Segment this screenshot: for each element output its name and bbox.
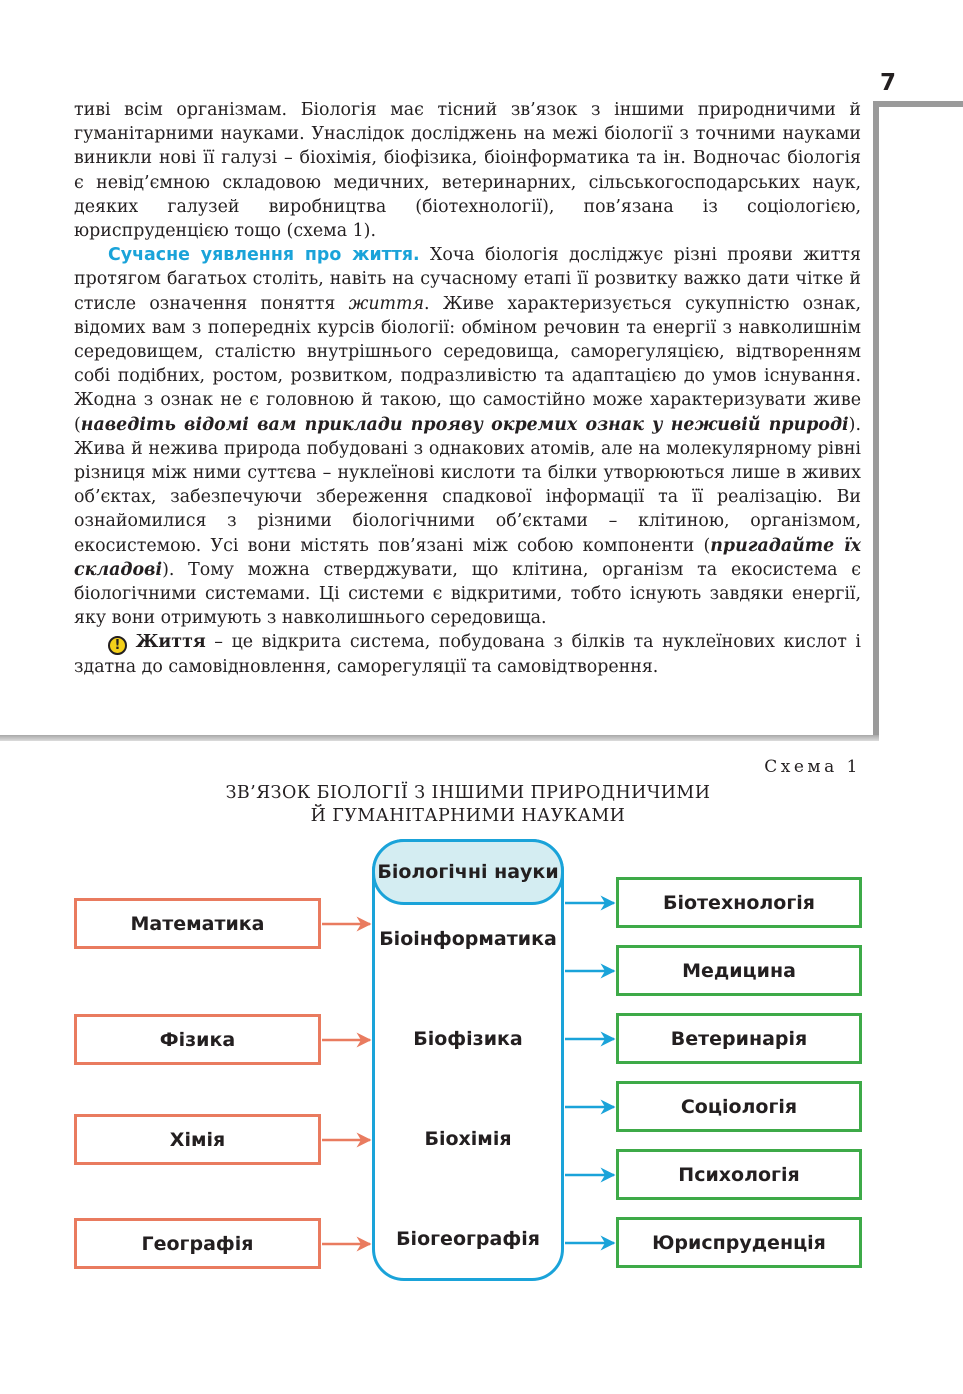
biological-sciences-container — [372, 839, 564, 1281]
center-item-bioinformatics: Біоінформатика — [379, 928, 557, 950]
scheme-title-line-2: Й ГУМАНІТАРНИМИ НАУКАМИ — [310, 806, 626, 826]
target-box-veterinary: Ветеринарія — [616, 1013, 862, 1064]
definition-text: – це відкрита система, побудована з білків та нуклеїнових кислот і здатна до самовідновлення, саморегуляції та самовідтворення. — [74, 632, 861, 678]
scheme-title-line-1: ЗВ’ЯЗОК БІОЛОГІЇ З ІНШИМИ ПРИРОДНИЧИМИ — [225, 783, 711, 803]
italic-term-life: життя — [348, 293, 425, 314]
paragraph-2-text-a: Хоча біологія досліджує різні прояви життя протягом багатьох століть, навіть на сучасному етапі її розвитку важко дати чітке й стисле означення поняття — [74, 245, 861, 314]
definition-term: Життя — [135, 632, 206, 653]
center-item-biogeography: Біогеографія — [396, 1228, 540, 1250]
biological-sciences-header: Біологічні науки — [372, 839, 564, 905]
source-box-mathematics: Математика — [74, 898, 321, 949]
section-heading: Сучасне уявлення про життя. — [108, 245, 420, 266]
target-box-jurisprudence: Юриспруденція — [616, 1217, 862, 1268]
exclamation-icon: ! — [108, 636, 127, 655]
paragraph-2-text-d: ). Тому можна стверджувати, що клітина, організм та екосистема є біологічними системами. Ці системи є відкритими, тобто існують завдяки енергії, яку вони отримують з навколишнього середовища. — [74, 559, 861, 629]
source-box-geography: Географія — [74, 1218, 321, 1269]
target-box-medicine: Медицина — [616, 945, 862, 996]
paragraph-2-text-b: . Живе характеризується сукупністю ознак, відомих вам з попередніх курсів біології: обміном речовин та енергії з навколишнім середовищем, сталістю внутрішнього середовища, саморегуляцією, відтворенням собі подібних, ростом, розвитком, подразливістю та адаптацією до умов існування. Жодна з ознак не є головною й такою, що самостійно може характеризувати живе ( — [74, 293, 861, 435]
paragraph-1: тиві всім організмам. Біологія має тісний зв’язок з іншими природничими й гуманітарними науками. Унаслідок досліджень на межі біології з точними науками виникли нові її галузі – біохімія, біофізика, біоінформатика та ін. Водночас біологія є невід’ємною складовою медичних, ветеринарних, сільськогосподарських наук, деяких галузей виробництва (біотехнології), пов’язана із соціологією, юриспруденцією тощо (схема 1). — [74, 100, 861, 242]
target-box-biotechnology: Біотехнологія — [616, 877, 862, 928]
center-item-biophysics: Біофізика — [413, 1028, 523, 1050]
paragraph-2-text-c: ). Жива й нежива природа побудовані з однакових атомів, але на молекулярному рівні різниця між ними суттєва – нуклеїнові кислоти та білки утворюються лише в живих об’єктах, забезпечуючи збереження спадкової інформації та її реалізацію. Ви ознайомилися з різними біологічними об’єктами – клітиною, організмом, екосистемою. Усі вони містять пов’язані між собою компоненти ( — [74, 414, 861, 556]
source-box-chemistry: Хімія — [74, 1114, 321, 1165]
scheme-label: Схема 1 — [764, 757, 861, 777]
source-box-physics: Фізика — [74, 1014, 321, 1065]
page-number: 7 — [880, 70, 897, 96]
target-box-psychology: Психологія — [616, 1149, 862, 1200]
target-box-sociology: Соціологія — [616, 1081, 862, 1132]
task-prompt-examples: наведіть відомі вам приклади прояву окремих ознак у неживій природі — [80, 414, 849, 435]
task-prompt-recall: пригадайте їх складові — [74, 535, 861, 580]
center-item-biochemistry: Біохімія — [424, 1128, 512, 1150]
